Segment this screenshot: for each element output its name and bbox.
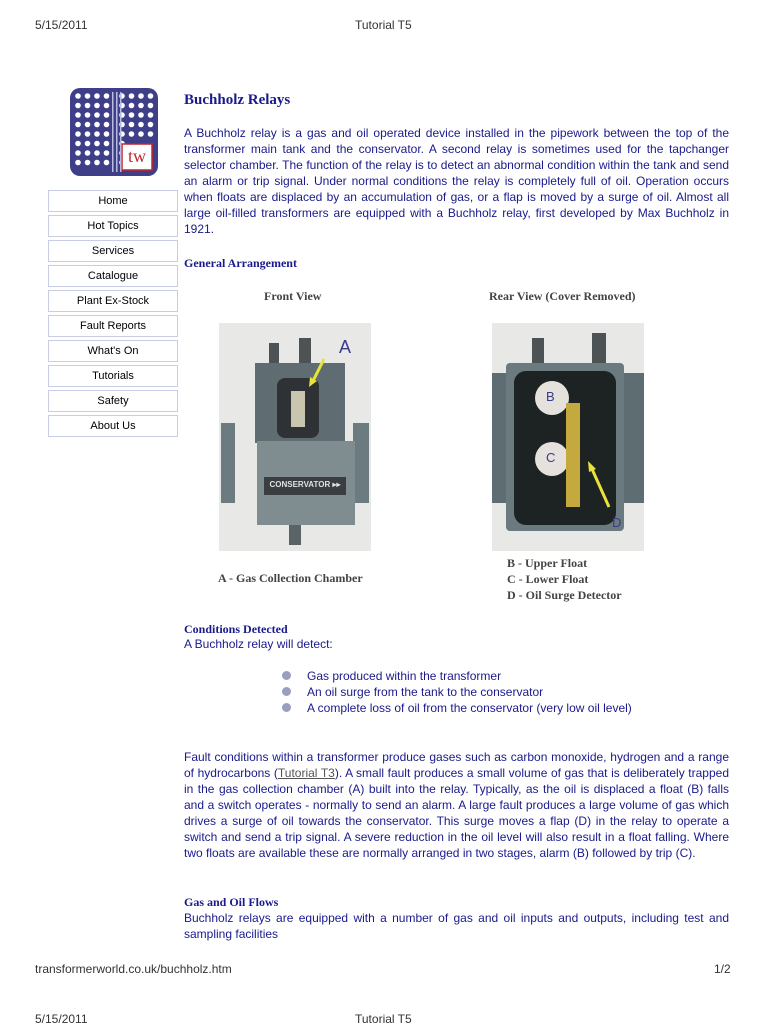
nav-home[interactable]: Home: [48, 190, 178, 212]
conditions-intro: A Buchholz relay will detect:: [184, 637, 333, 651]
nav-about-us[interactable]: About Us: [48, 415, 178, 437]
marker-c: C: [546, 450, 556, 465]
footer-url: transformerworld.co.uk/buchholz.htm: [35, 962, 232, 976]
nav-tutorials[interactable]: Tutorials: [48, 365, 178, 387]
gas-oil-heading: Gas and Oil Flows: [184, 895, 279, 909]
fault-paragraph: [184, 749, 729, 861]
conditions-heading: Conditions Detected: [184, 622, 288, 636]
marker-a: A: [339, 337, 352, 357]
rear-view-label: Rear View (Cover Removed): [489, 289, 636, 303]
nav-plant-ex-stock[interactable]: Plant Ex-Stock: [48, 290, 178, 312]
fault-text-start: Fault conditions within a transformer produce gases such as carbon monoxide, hydrogen and a range of hydrocarbons (: [184, 750, 729, 780]
print-date: 5/15/2011: [35, 18, 88, 32]
caption-lower-float: C - Lower Float: [507, 572, 589, 586]
front-caption: A - Gas Collection Chamber: [218, 571, 363, 585]
fault-text-end: ). A small fault produces a small volume of gas that is deliberately trapped in the gas collection chamber (A) built into the relay. Typically, as the oil is displaced a float (B) falls and a switch operates - normally to send an alarm. A large fault produces a large volume of gas which drives a surge of oil towards the conservator. This surge moves a flap (D) in the relay to operate a switch and send a trip signal. A severe reduction in the oil level will also result in a float falling. Where two floats are available these are normally arranged in two stages, alarm (B) followed by trip (C).: [184, 766, 729, 860]
footer-page: 1/2: [714, 962, 731, 976]
sidebar-nav: [48, 190, 178, 440]
front-view-photo: [219, 323, 371, 551]
site-logo[interactable]: [70, 88, 158, 176]
next-page-title: Tutorial T5: [355, 1012, 412, 1026]
logo-text: tw: [128, 146, 146, 166]
rear-captions: [507, 555, 622, 603]
tutorial-t3-link[interactable]: Tutorial T3: [277, 766, 335, 780]
gas-oil-paragraph: Buchholz relays are equipped with a number of gas and oil inputs and outputs, including test and sampling facilities: [184, 911, 729, 941]
caption-upper-float: B - Upper Float: [507, 556, 588, 570]
nav-fault-reports[interactable]: Fault Reports: [48, 315, 178, 337]
next-page-date: 5/15/2011: [35, 1012, 88, 1026]
intro-paragraph: A Buchholz relay is a gas and oil operated device installed in the pipework between the top of the transformer main tank and the conservator. A second relay is sometimes used for the tapchanger selector chamber. The function of the relay is to detect an abnormal condition within the tank and send an alarm or trip signal. Under normal conditions the relay is completely full of oil. Operation occurs when floats are displaced by an accumulation of gas, or a flap is moved by a surge of oil. Almost all large oil-filled transformers are equipped with a Buchholz relay, first developed by Max Buchholz in 1921.: [184, 126, 729, 236]
print-title: Tutorial T5: [355, 18, 412, 32]
conditions-list: [282, 668, 642, 716]
rear-view-photo: [492, 323, 644, 551]
marker-b: B: [546, 389, 555, 404]
list-item: An oil surge from the tank to the conservator: [282, 684, 642, 700]
front-view-label: Front View: [264, 289, 322, 303]
nav-safety[interactable]: Safety: [48, 390, 178, 412]
conservator-plate: CONSERVATOR ▸▸: [269, 480, 341, 489]
nav-hot-topics[interactable]: Hot Topics: [48, 215, 178, 237]
marker-d: D: [612, 515, 622, 530]
nav-services[interactable]: Services: [48, 240, 178, 262]
nav-catalogue[interactable]: Catalogue: [48, 265, 178, 287]
caption-oil-surge-detector: D - Oil Surge Detector: [507, 588, 622, 602]
page-title: Buchholz Relays: [184, 92, 291, 108]
general-arrangement-heading: General Arrangement: [184, 256, 297, 270]
list-item: Gas produced within the transformer: [282, 668, 642, 684]
list-item: A complete loss of oil from the conservator (very low oil level): [282, 700, 642, 716]
nav-whats-on[interactable]: What's On: [48, 340, 178, 362]
